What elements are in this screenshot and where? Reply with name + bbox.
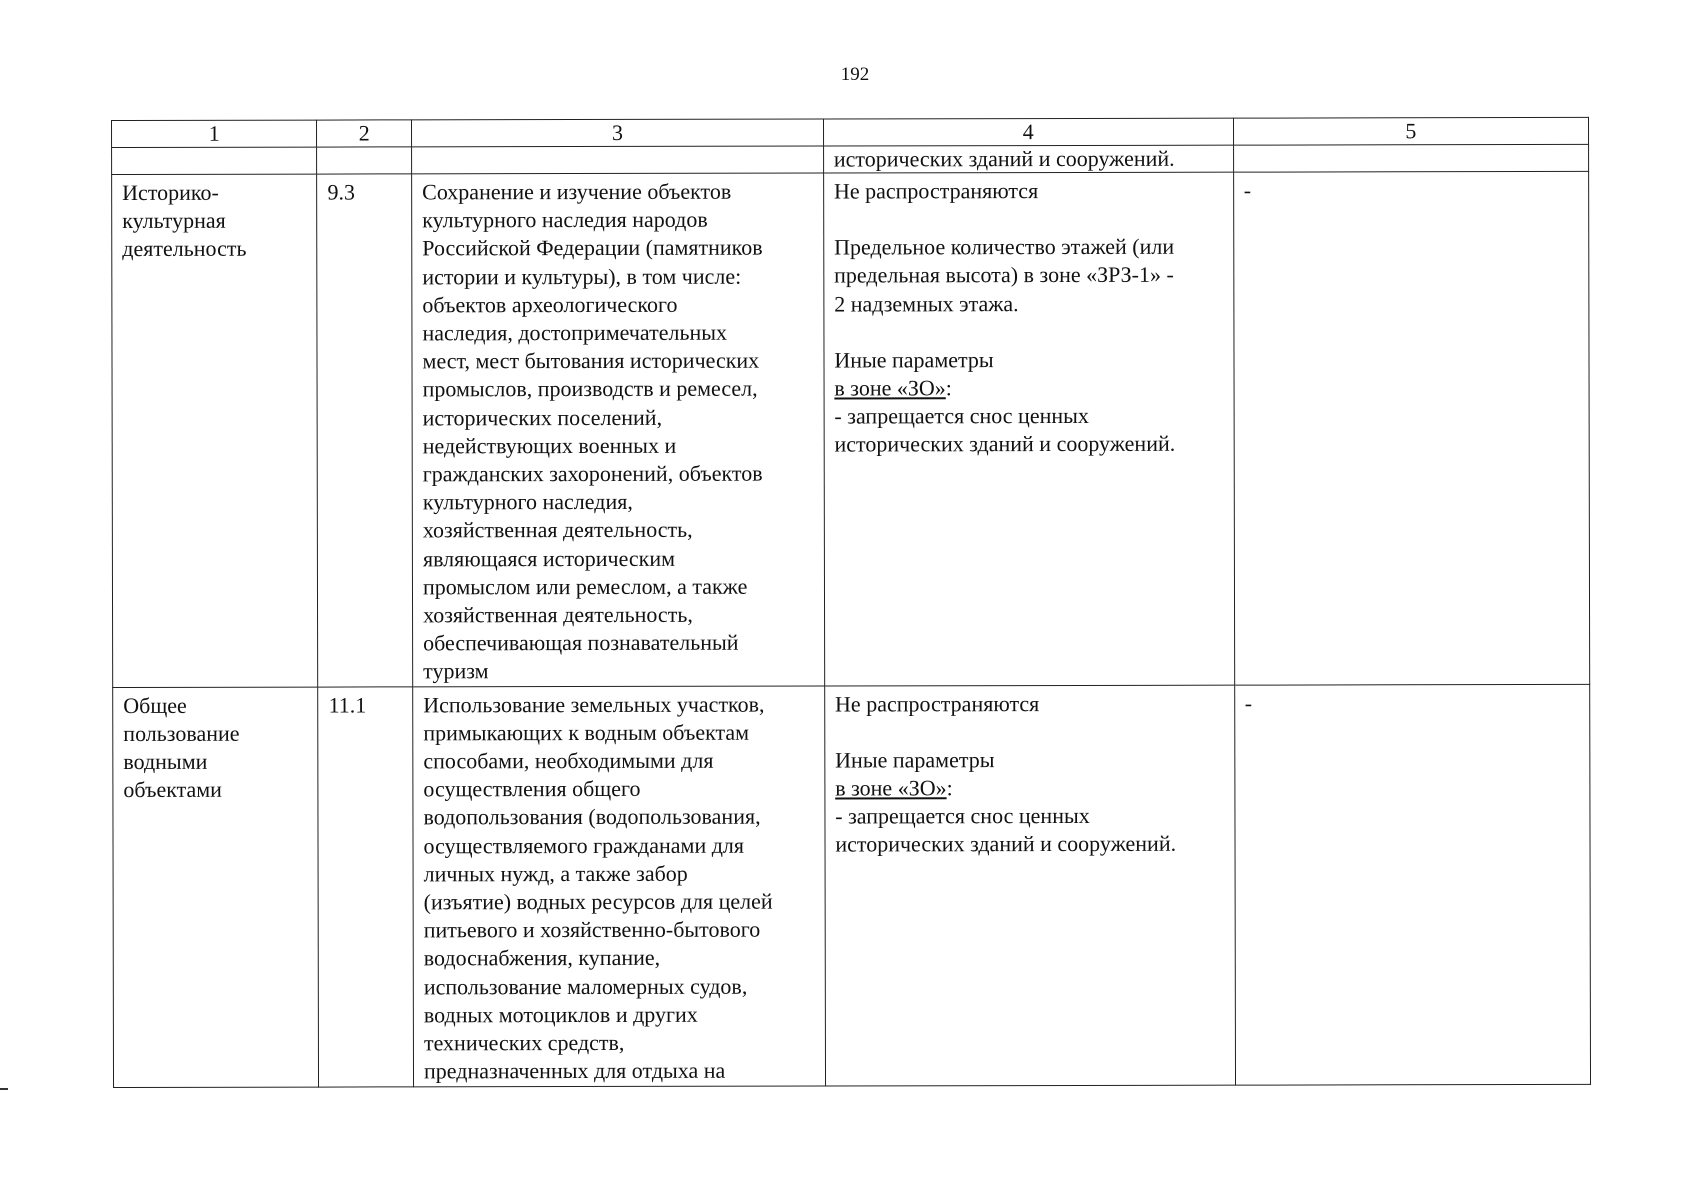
parameters-other-title: Иные параметры (835, 747, 995, 773)
parameters-zone-colon: : (946, 775, 953, 801)
activity-code-cell (318, 687, 413, 1087)
parameters-cell (824, 685, 1235, 1086)
column-header-2: 2 (317, 120, 412, 147)
page-number: 192 (840, 64, 870, 85)
notes-value: - (1243, 177, 1252, 203)
activity-name-cell (113, 687, 319, 1087)
activity-code: 11.1 (328, 692, 367, 718)
continuation-cell-1 (112, 147, 317, 174)
continuation-cell-2 (317, 147, 412, 174)
column-header-1: 1 (112, 120, 317, 147)
column-header-4: 4 (823, 118, 1233, 146)
activity-name: Историко- культурная деятельность (122, 179, 247, 262)
continuation-cell-4: исторических зданий и сооружений. (823, 145, 1233, 173)
parameters-not-applicable: Не распространяются (833, 178, 1039, 204)
table-row (113, 684, 1591, 1087)
continuation-row (112, 144, 1589, 174)
parameters-zone-label: в зоне «ЗО» (834, 375, 946, 401)
parameters-zone-label: в зоне «ЗО» (835, 775, 947, 801)
activity-description: Сохранение и изучение объектов культурного наследия народов Российской Федерации (памятников истории и культуры), в том числе: объектов археологического наследия, достопримечательных мест, мест бытования исторических промыслов, производств и ремесел, исторических поселений, недействующих военных и гражданских захоронений, объектов культурного наследия, хозяйственная деятельность, являющаяся историческим промыслом или ремеслом, а также хозяйственная деятельность, обеспечивающая познавательный туризм (422, 178, 763, 684)
scan-edge-mark (0, 1088, 8, 1090)
parameters-zone-colon: : (945, 375, 952, 401)
parameters-other-title: Иные параметры (834, 346, 994, 373)
notes-cell (1233, 171, 1590, 684)
regulations-table (111, 117, 1591, 1088)
column-header-3: 3 (412, 119, 824, 147)
activity-name-cell (112, 174, 318, 687)
parameters-restriction: - запрещается снос ценных исторических зданий и сооружений. (835, 803, 1177, 857)
activity-code-cell (317, 174, 413, 687)
activity-description-cell (412, 173, 825, 687)
notes-cell (1234, 684, 1590, 1085)
parameters-not-applicable: Не распространяются (834, 690, 1040, 717)
parameters-cell (823, 172, 1234, 686)
parameters-restriction: - запрещается снос ценных исторических зданий и сооружений. (834, 403, 1176, 457)
activity-code: 9.3 (327, 179, 356, 205)
column-header-5: 5 (1233, 117, 1588, 145)
notes-value: - (1244, 690, 1253, 716)
table-header-row (112, 117, 1589, 147)
table-row (112, 171, 1590, 687)
activity-name: Общее пользование водными объектами (123, 692, 240, 803)
activity-description: Использование земельных участков, примыкающих к водным объектам способами, необходимыми для осуществления общего водопользования (водопользования, осуществляемого гражданами для личных нужд, а также забор (изъятие) водных ресурсов для целей питьевого и хозяйственно-бытового водоснабжения, купание, использование маломерных судов, водных мотоциклов и других технических средств, предназначенных для отдыха на (423, 691, 773, 1084)
continuation-cell-3 (412, 146, 824, 174)
continuation-cell-5 (1233, 144, 1588, 172)
parameters-floors-limit: Предельное количество этажей (или предельная высота) в зоне «ЗРЗ-1» - 2 надземных этажа. (834, 233, 1175, 317)
activity-description-cell (413, 686, 826, 1087)
